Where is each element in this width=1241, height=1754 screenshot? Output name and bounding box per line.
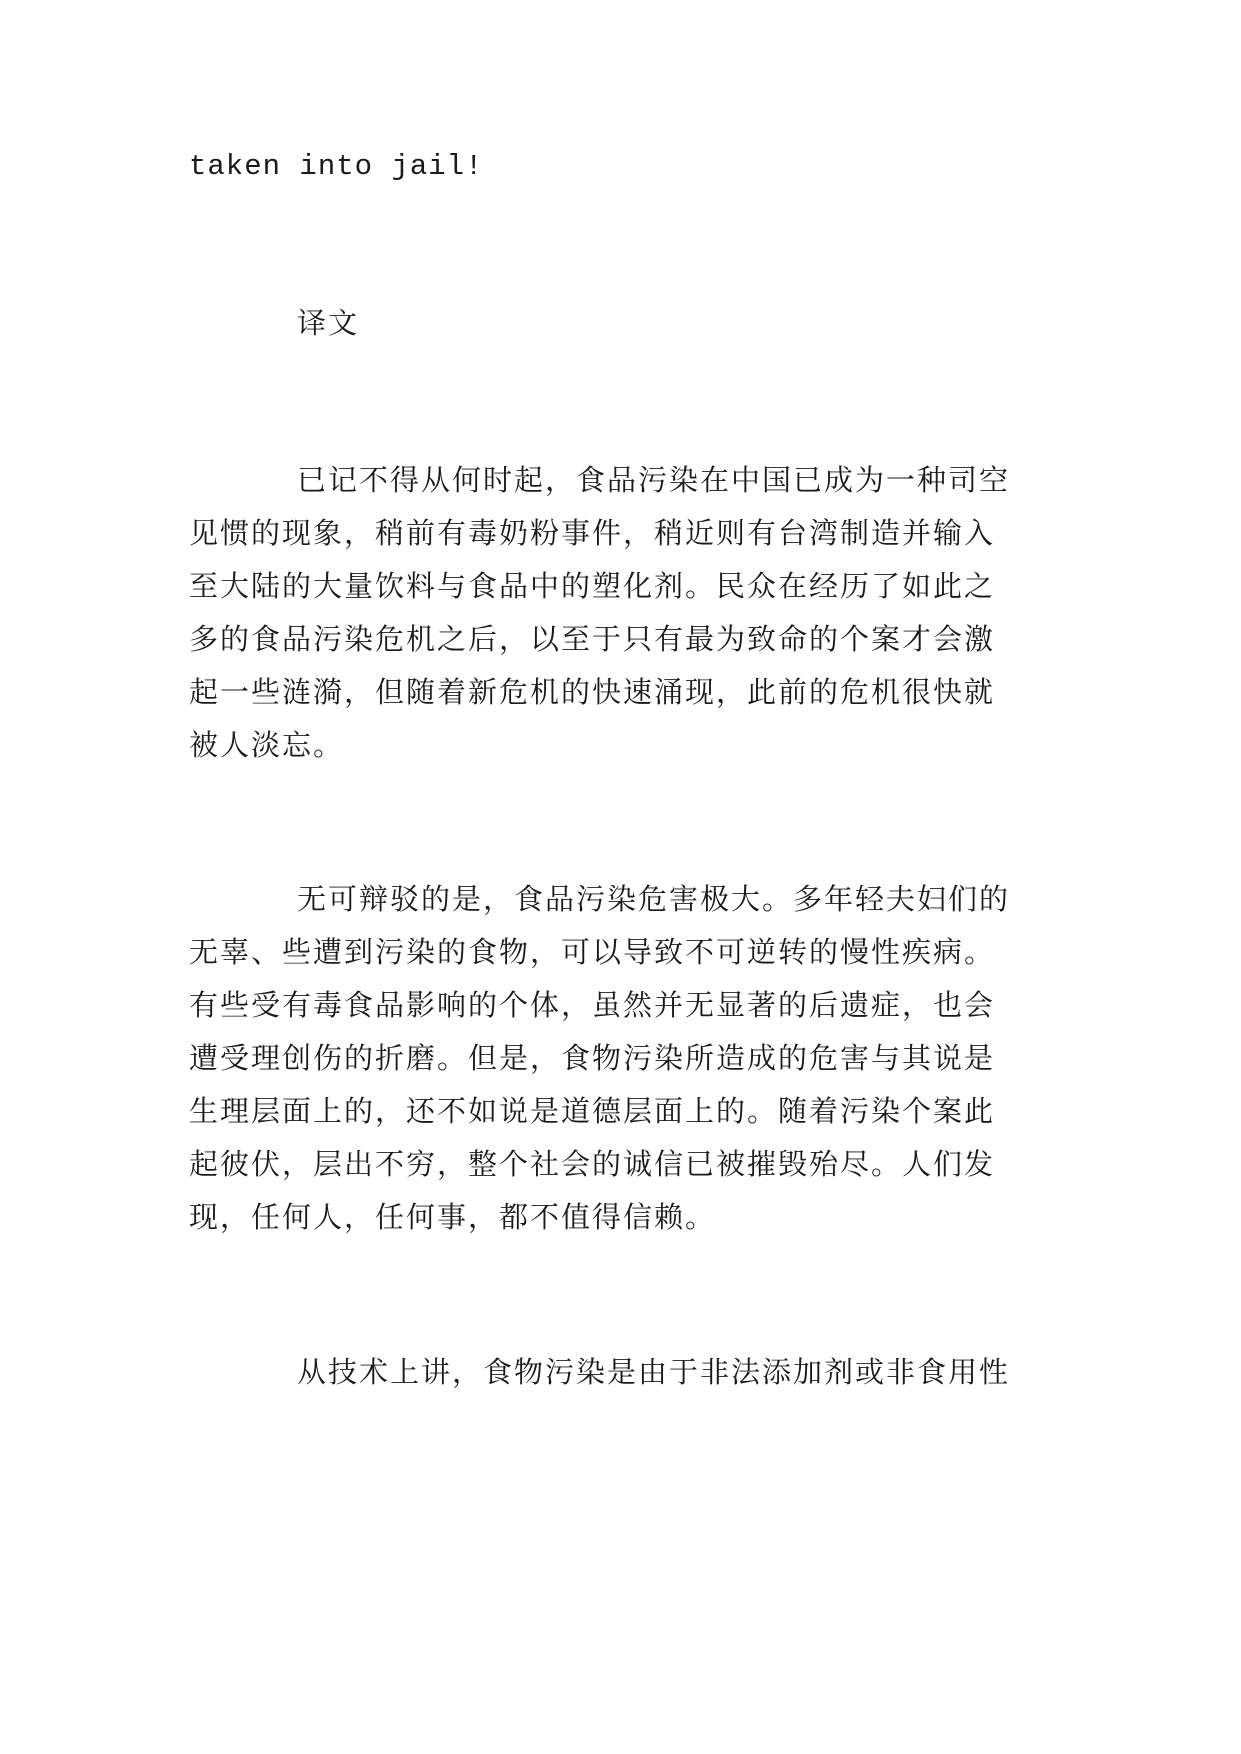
paragraph-line: 被人淡忘。 (189, 728, 345, 762)
carry-over-line: taken into jail! (189, 150, 484, 183)
paragraph-line: 已记不得从何时起，食品污染在中国已成为一种司空 (297, 463, 1011, 497)
paragraph-line: 有些受有毒食品影响的个体，虽然并无显著的后遗症，也会 (189, 988, 996, 1022)
paragraph-line: 多的食品污染危机之后，以至于只有最为致命的个案才会激 (189, 622, 996, 656)
paragraph-line: 起一些涟漪，但随着新危机的快速涌现，此前的危机很快就 (189, 675, 996, 709)
paragraph-line: 无可辩驳的是，食品污染危害极大。多年轻夫妇们的 (297, 882, 1011, 916)
paragraph-line: 从技术上讲，食物污染是由于非法添加剂或非食用性 (297, 1355, 1011, 1389)
paragraph-line: 生理层面上的，还不如说是道德层面上的。随着污染个案此 (189, 1094, 996, 1128)
paragraph-line: 遭受理创伤的折磨。但是，食物污染所造成的危害与其说是 (189, 1041, 996, 1075)
paragraph-line: 至大陆的大量饮料与食品中的塑化剂。民众在经历了如此之 (189, 569, 996, 603)
section-heading: 译文 (297, 306, 360, 340)
paragraph-line: 现，任何人，任何事，都不值得信赖。 (189, 1200, 717, 1234)
paragraph-line: 起彼伏，层出不穷，整个社会的诚信已被摧毁殆尽。人们发 (189, 1147, 996, 1181)
paragraph-line: 无辜、些遭到污染的食物，可以导致不可逆转的慢性疾病。 (189, 935, 996, 969)
paragraph-line: 见惯的现象，稍前有毒奶粉事件，稍近则有台湾制造并输入 (189, 516, 996, 550)
